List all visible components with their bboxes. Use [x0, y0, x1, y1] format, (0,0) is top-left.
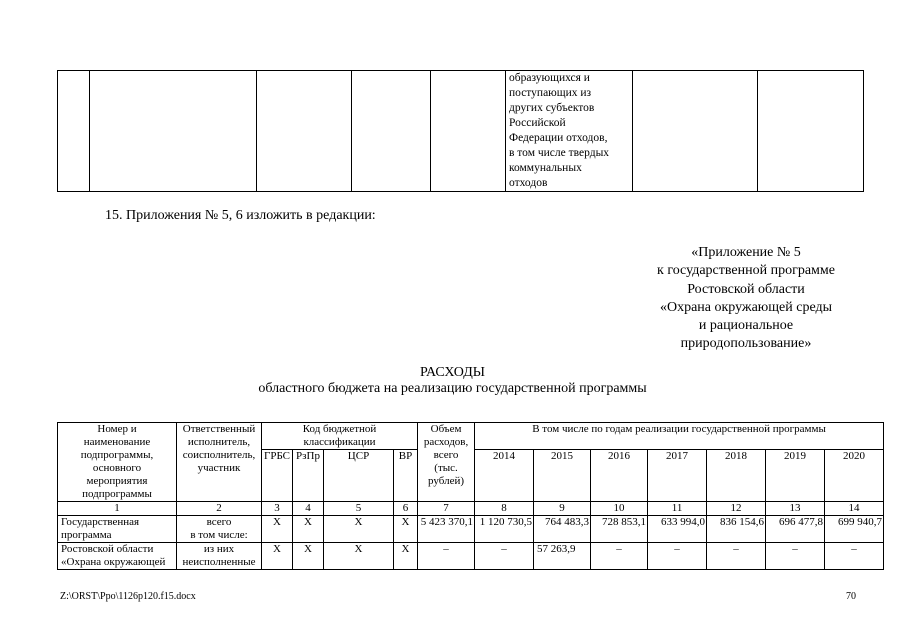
header-year: 2019 — [766, 450, 825, 502]
appendix-heading: «Приложение № 5 к государственной программе Ростовской области «Охрана окружающей среды и рациональное природопользование» — [657, 245, 835, 352]
document-title: РАСХОДЫ — [420, 365, 485, 380]
table-row — [58, 543, 884, 570]
col-number: 11 — [648, 502, 707, 516]
row-year-value: 696 477,8 — [766, 516, 825, 543]
row-code: Х — [293, 516, 324, 543]
continuation-table — [57, 70, 864, 192]
col-number: 12 — [707, 502, 766, 516]
header-total: Объем расходов, всего (тыс. рублей) — [418, 423, 475, 502]
row-year-value: – — [648, 543, 707, 570]
row-total: 5 423 370,1 — [418, 516, 475, 543]
row-code: Х — [262, 516, 293, 543]
row-executor: всего в том числе: — [177, 516, 262, 543]
cont-cell-text: образующихся и поступающих из других субъектов Российской Федерации отходов, в том числе твердых коммунальных отходов — [506, 71, 633, 192]
row-year-value: 1 120 730,5 — [475, 516, 534, 543]
row-year-value: – — [825, 543, 884, 570]
row-year-value: – — [766, 543, 825, 570]
header-executor: Ответственный исполнитель, соисполнитель, участник — [177, 423, 262, 502]
row-code: Х — [324, 516, 394, 543]
row-year-value: 728 853,1 — [591, 516, 648, 543]
col-number: 1 — [58, 502, 177, 516]
header-year: 2020 — [825, 450, 884, 502]
item-15-text: 15. Приложения № 5, 6 изложить в редакции: — [105, 208, 376, 223]
row-name: Ростовской области «Охрана окружающей — [58, 543, 177, 570]
col-number: 14 — [825, 502, 884, 516]
row-code: Х — [394, 543, 418, 570]
row-total: – — [418, 543, 475, 570]
header-program: Номер и наименование подпрограммы, основного мероприятия подпрограммы — [58, 423, 177, 502]
header-year: 2015 — [534, 450, 591, 502]
col-number: 8 — [475, 502, 534, 516]
col-number: 5 — [324, 502, 394, 516]
row-executor: из них неисполненные — [177, 543, 262, 570]
row-year-value: 633 994,0 — [648, 516, 707, 543]
col-number: 9 — [534, 502, 591, 516]
header-budget-code: Код бюджетной классификации — [262, 423, 418, 450]
col-number: 2 — [177, 502, 262, 516]
header-year: 2018 — [707, 450, 766, 502]
cont-cell — [257, 71, 352, 192]
col-number: 10 — [591, 502, 648, 516]
header-year: 2016 — [591, 450, 648, 502]
page-number: 70 — [846, 591, 856, 602]
col-number: 3 — [262, 502, 293, 516]
row-year-value: 836 154,6 — [707, 516, 766, 543]
row-code: Х — [324, 543, 394, 570]
header-years-group: В том числе по годам реализации государственной программы — [475, 423, 884, 450]
table-row — [58, 516, 884, 543]
header-grbs: ГРБС — [262, 450, 293, 502]
expenses-table — [57, 422, 884, 570]
row-code: Х — [293, 543, 324, 570]
footer-file-path: Z:\ORST\Ppo\1126p120.f15.docx — [60, 591, 196, 602]
cont-cell — [352, 71, 431, 192]
row-year-value: – — [707, 543, 766, 570]
col-number: 6 — [394, 502, 418, 516]
document-subtitle: областного бюджета на реализацию государственной программы — [258, 381, 647, 396]
row-code: Х — [262, 543, 293, 570]
header-year: 2017 — [648, 450, 707, 502]
row-year-value: – — [475, 543, 534, 570]
header-vr: ВР — [394, 450, 418, 502]
row-year-value: 764 483,3 — [534, 516, 591, 543]
cont-cell — [90, 71, 257, 192]
row-year-value: – — [591, 543, 648, 570]
row-code: Х — [394, 516, 418, 543]
col-number: 13 — [766, 502, 825, 516]
row-year-value: 699 940,7 — [825, 516, 884, 543]
row-year-value: 57 263,9 — [534, 543, 591, 570]
col-number: 4 — [293, 502, 324, 516]
col-number: 7 — [418, 502, 475, 516]
header-rzpr: РзПр — [293, 450, 324, 502]
row-name: Государственная программа — [58, 516, 177, 543]
cont-cell — [758, 71, 864, 192]
cont-cell — [58, 71, 90, 192]
cont-cell — [431, 71, 506, 192]
header-csr: ЦСР — [324, 450, 394, 502]
cont-cell — [633, 71, 758, 192]
header-year: 2014 — [475, 450, 534, 502]
